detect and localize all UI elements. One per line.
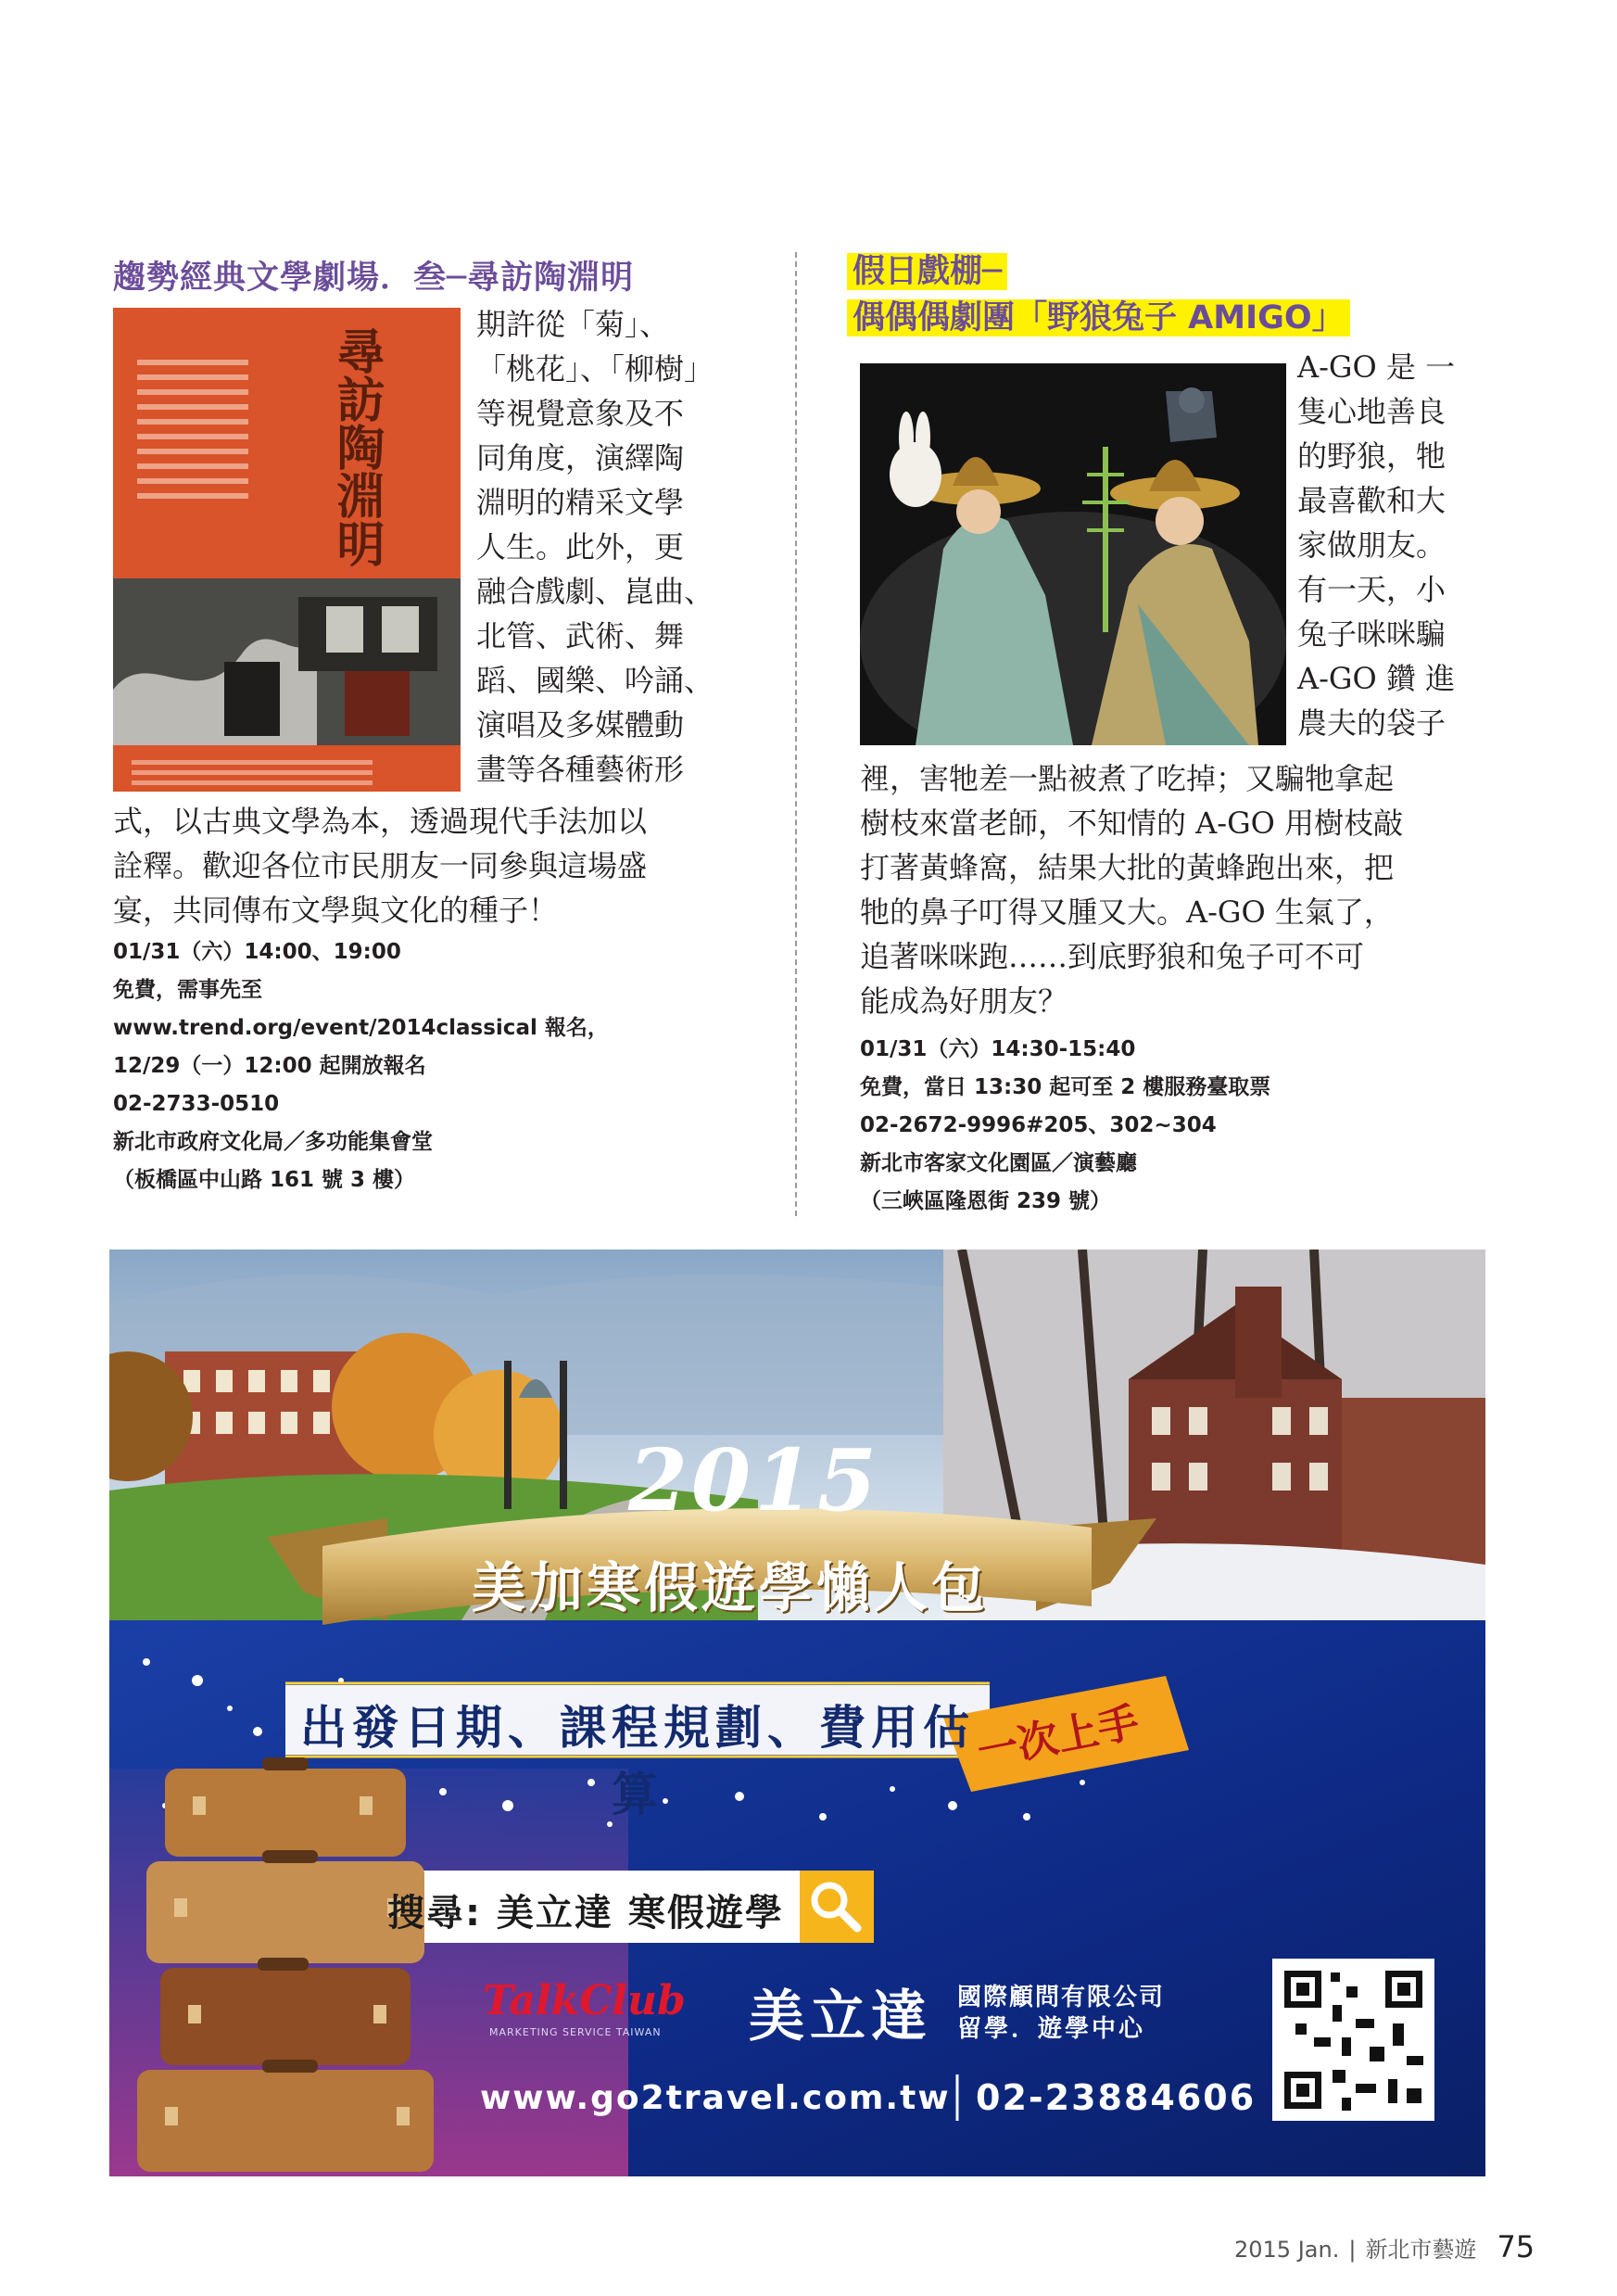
text-line: 隻心地善良 — [1297, 394, 1446, 429]
text-line: 蹈、國樂、吟誦、 — [476, 663, 714, 698]
left-article-full-text — [113, 799, 790, 932]
company-division: 留學．遊學中心 — [957, 2015, 1146, 2043]
text-line: 的野狼，牠 — [1297, 438, 1446, 474]
event-date: 01/31（六）14:30-15:40 — [860, 1037, 1136, 1061]
footer-separator: | — [1348, 2237, 1357, 2263]
text-line: 同角度，演繹陶 — [476, 440, 685, 476]
text-line: 追著咪咪跑……到底野狼和兔子可不可 — [860, 939, 1365, 974]
event-registration-open: 12/29（一）12:00 起開放報名 — [113, 1054, 426, 1078]
text-line: 樹枝來當老師，不知情的 A-GO 用樹枝敲 — [860, 806, 1404, 841]
ad-subtitle: 出發日期、課程規劃、費用估算 — [300, 1701, 975, 1821]
search-icon[interactable] — [800, 1871, 874, 1943]
text-line: 融合戲劇、崑曲、 — [476, 574, 714, 609]
talkclub-logo: TalkClub — [483, 1977, 686, 2024]
left-article-event-info — [113, 933, 790, 1199]
poster-image — [113, 308, 461, 792]
text-line: 能成為好朋友？ — [860, 983, 1068, 1019]
text-line: 期許從「菊」、 — [476, 307, 670, 342]
text-line: 畫等各種藝術形 — [476, 752, 685, 787]
text-line: 宴，共同傳布文學與文化的種子！ — [113, 893, 559, 928]
text-line: 式，以古典文學為本，透過現代手法加以 — [113, 804, 648, 839]
event-phone: 02-2672-9996#205、302~304 — [860, 1113, 1217, 1137]
text-line: 演唱及多媒體動 — [476, 707, 685, 742]
text-line: A-GO 鑽 進 — [1297, 661, 1456, 696]
left-article-wrapped-text — [476, 302, 782, 792]
right-article-event-info — [860, 1031, 1499, 1221]
website-link[interactable]: www.go2travel.com.tw — [480, 2079, 951, 2117]
right-article-full-text — [860, 756, 1499, 1023]
text-line: 詮釋。歡迎各位市民朋友一同參與這場盛 — [113, 848, 648, 883]
ad-year: 2015 — [628, 1430, 881, 1530]
brand-name: 美立達 — [749, 1985, 932, 2049]
column-divider — [795, 252, 797, 1216]
ad-tag: 一次上手 — [973, 1698, 1143, 1777]
text-line: 最喜歡和大 — [1297, 483, 1446, 518]
text-line: 兔子咪咪騙 — [1297, 616, 1446, 652]
text-line: 農夫的袋子 — [1297, 705, 1446, 741]
talkclub-logo-subtext: MARKETING SERVICE TAIWAN — [489, 2026, 662, 2038]
event-phone: 02-2733-0510 — [113, 1092, 280, 1116]
text-line: 裡，害牠差一點被煮了吃掉；又騙牠拿起 — [860, 761, 1395, 796]
text-line: 等視覺意象及不 — [476, 396, 685, 431]
event-address: （板橋區中山路 161 號 3 樓） — [113, 1168, 416, 1192]
stage-photo — [860, 363, 1286, 745]
event-date: 01/31（六）14:00、19:00 — [113, 940, 401, 964]
event-venue: 新北市政府文化局／多功能集會堂 — [113, 1130, 433, 1154]
right-title-line1: 假日戲棚─ — [847, 253, 1007, 290]
text-line: 人生。此外，更 — [476, 529, 685, 564]
text-line: 淵明的精采文學 — [476, 485, 685, 520]
magazine-name: 新北市藝遊 — [1365, 2237, 1477, 2263]
text-line: 有一天，小 — [1297, 572, 1446, 607]
text-line: 「桃花」、「柳樹」 — [476, 351, 714, 387]
contact-phone: 02-23884606 — [976, 2077, 1257, 2118]
event-registration-link[interactable]: www.trend.org/event/2014classical 報名， — [113, 1016, 609, 1040]
right-article-wrapped-text — [1297, 345, 1492, 745]
event-address: （三峽區隆恩街 239 號） — [860, 1189, 1112, 1213]
text-line: 北管、武術、舞 — [476, 618, 685, 653]
text-line: 打著黃蜂窩，結果大批的黃蜂跑出來，把 — [860, 850, 1395, 885]
poster-title: 尋訪陶淵明 — [328, 326, 385, 567]
ad-banner-title: 美加寒假遊學懶人包 — [471, 1556, 989, 1619]
page-number: 75 — [1497, 2229, 1535, 2264]
left-article-title: 趨勢經典文學劇場．叁─尋訪陶淵明 — [113, 260, 635, 297]
text-line: 牠的鼻子叮得又腫又大。A-GO 生氣了， — [860, 894, 1394, 930]
text-line: 家做朋友。 — [1297, 527, 1446, 563]
event-fee: 免費，當日 13:30 起可至 2 樓服務臺取票 — [860, 1075, 1271, 1099]
qr-code[interactable] — [1272, 1959, 1434, 2121]
right-article-title — [847, 248, 1496, 341]
page-footer — [1234, 2229, 1568, 2264]
event-fee: 免費，需事先至 — [113, 978, 262, 1002]
event-venue: 新北市客家文化園區／演藝廳 — [860, 1151, 1137, 1175]
text-line: A-GO 是 一 — [1297, 349, 1456, 385]
study-abroad-advertisement[interactable] — [109, 1249, 1485, 2176]
ad-search-text[interactable]: 搜尋: 美立達 寒假遊學 — [387, 1892, 784, 1934]
right-title-line2: 偶偶偶劇團「野狼兔子 AMIGO」 — [847, 299, 1350, 336]
company-name: 國際顧問有限公司 — [957, 1984, 1166, 2011]
issue-date: 2015 Jan. — [1234, 2237, 1340, 2263]
